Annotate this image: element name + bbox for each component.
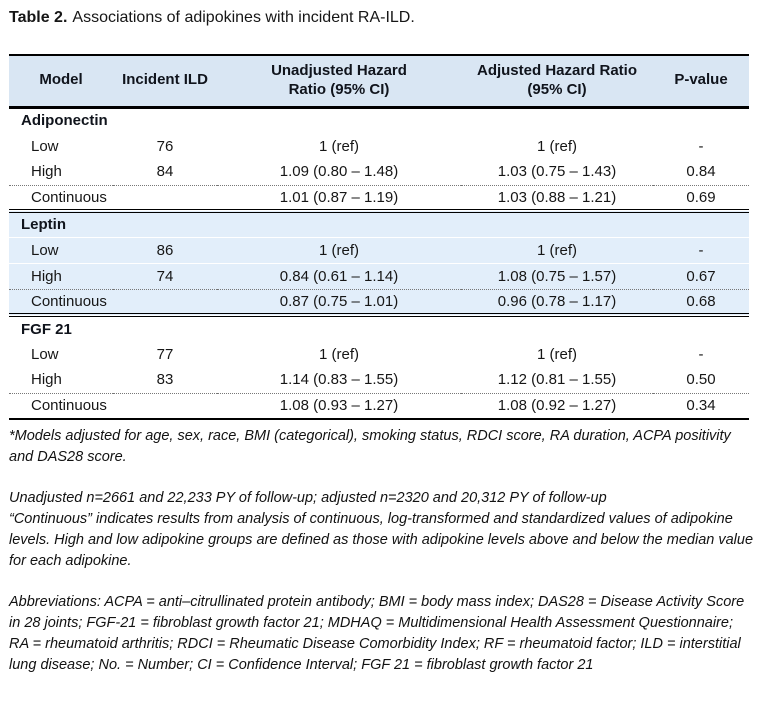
- col-header-unadjusted-hr: Unadjusted Hazard Ratio (95% CI): [217, 55, 461, 107]
- table-row: [9, 263, 749, 289]
- cell-incident-ild: 83: [156, 371, 174, 389]
- cell-unadjusted-hr: 0.84 (0.61 – 1.14): [217, 263, 461, 289]
- cell-incident-ild: [113, 289, 217, 315]
- cell-p-value: -: [698, 137, 704, 155]
- cell-model: Low: [31, 137, 59, 155]
- cell-incident-ild: [113, 393, 217, 419]
- section-name: Adiponectin: [21, 112, 108, 130]
- cell-p-value: 0.84: [686, 163, 716, 181]
- footnote-sample-line2: “Continuous” indicates results from analysis of continuous, log-transformed and standardized values of adipokine levels. High and low adipokine groups are defined as those with adipokine levels above and below the median value for each adipokine.: [9, 511, 754, 569]
- footnote-models-adjusted: *Models adjusted for age, sex, race, BMI (categorical), smoking status, RDCI score, RA duration, ACPA positivity and DAS28 score.: [9, 428, 731, 465]
- cell-p-value: 0.67: [653, 263, 749, 289]
- cell-adjusted-hr: 0.96 (0.78 – 1.17): [461, 289, 653, 315]
- results-table: [9, 54, 749, 420]
- cell-adjusted-hr: 1 (ref): [536, 345, 577, 363]
- footnote-sample-line1: Unadjusted n=2661 and 22,233 PY of follow-up; adjusted n=2320 and 20,312 PY of follow-up: [9, 490, 607, 506]
- cell-incident-ild: 74: [113, 263, 217, 289]
- cell-adjusted-hr: 1.12 (0.81 – 1.55): [497, 371, 617, 389]
- table-row: [9, 185, 749, 211]
- cell-p-value: 0.34: [686, 397, 716, 415]
- footnote-sample-size: [9, 488, 753, 572]
- table-row: [9, 159, 749, 185]
- cell-adjusted-hr: 1.03 (0.88 – 1.21): [497, 188, 617, 206]
- cell-adjusted-hr: 1 (ref): [461, 237, 653, 263]
- section-name: Leptin: [9, 211, 749, 237]
- cell-unadjusted-hr: 0.87 (0.75 – 1.01): [217, 289, 461, 315]
- cell-incident-ild: 84: [156, 163, 174, 181]
- cell-p-value: 0.69: [686, 188, 716, 206]
- cell-unadjusted-hr: 1 (ref): [318, 345, 359, 363]
- header-row: [9, 55, 749, 107]
- cell-adjusted-hr: 1.08 (0.75 – 1.57): [461, 263, 653, 289]
- col-header-model: Model: [9, 55, 113, 107]
- cell-model: High: [31, 371, 62, 389]
- section-row-leptin: [9, 211, 749, 237]
- section-row-adiponectin: [9, 107, 749, 133]
- cell-model: Continuous: [9, 289, 113, 315]
- cell-p-value: -: [698, 345, 704, 363]
- table-row: [9, 341, 749, 367]
- table-caption-label: Table 2.: [9, 9, 68, 26]
- table-caption-text: Associations of adipokines with incident RA-ILD.: [72, 9, 415, 26]
- cell-p-value: -: [653, 237, 749, 263]
- cell-incident-ild: 76: [156, 137, 174, 155]
- section-row-fgf21: [9, 315, 749, 341]
- cell-model: Continuous: [31, 397, 107, 415]
- cell-model: High: [31, 163, 62, 181]
- section-name: FGF 21: [21, 320, 72, 338]
- col-header-p-value: P-value: [653, 55, 749, 107]
- cell-p-value: 0.50: [686, 371, 716, 389]
- table-row: [9, 237, 749, 263]
- cell-model: Continuous: [31, 188, 107, 206]
- cell-model: High: [9, 263, 113, 289]
- table-caption: [9, 8, 749, 27]
- cell-adjusted-hr: 1.08 (0.92 – 1.27): [497, 397, 617, 415]
- table-row: [9, 133, 749, 159]
- table-row: [9, 289, 749, 315]
- col-header-adjusted-hr: Adjusted Hazard Ratio (95% CI): [461, 55, 653, 107]
- cell-unadjusted-hr: 1 (ref): [217, 237, 461, 263]
- cell-unadjusted-hr: 1.09 (0.80 – 1.48): [279, 163, 399, 181]
- cell-incident-ild: 86: [113, 237, 217, 263]
- table-row: [9, 367, 749, 393]
- cell-unadjusted-hr: 1.14 (0.83 – 1.55): [279, 371, 399, 389]
- col-header-incident-ild: Incident ILD: [113, 55, 217, 107]
- table-row: [9, 393, 749, 419]
- cell-p-value: 0.68: [653, 289, 749, 315]
- cell-incident-ild: [113, 185, 217, 211]
- footnote-abbreviations: Abbreviations: ACPA = anti–citrullinated protein antibody; BMI = body mass index; DAS28 = Disease Activity Score in 28 joints; FGF-21 = fibroblast growth factor 21; MDHAQ = Multidimensional Health Assessment Questionnaire; RA = rheumatoid arthritis; RDCI = Rheumatic Disease Comorbidity Index; RF = rheumatoid factor; ILD = interstitial lung disease; No. = Number; CI = Confidence Interval; FGF 21 = fibroblast growth factor 21: [9, 594, 745, 673]
- cell-unadjusted-hr: 1.08 (0.93 – 1.27): [279, 397, 399, 415]
- cell-model: Low: [9, 237, 113, 263]
- cell-model: Low: [31, 345, 59, 363]
- cell-unadjusted-hr: 1 (ref): [318, 137, 359, 155]
- cell-adjusted-hr: 1.03 (0.75 – 1.43): [497, 163, 617, 181]
- cell-unadjusted-hr: 1.01 (0.87 – 1.19): [279, 188, 399, 206]
- cell-adjusted-hr: 1 (ref): [536, 137, 577, 155]
- cell-incident-ild: 77: [156, 345, 174, 363]
